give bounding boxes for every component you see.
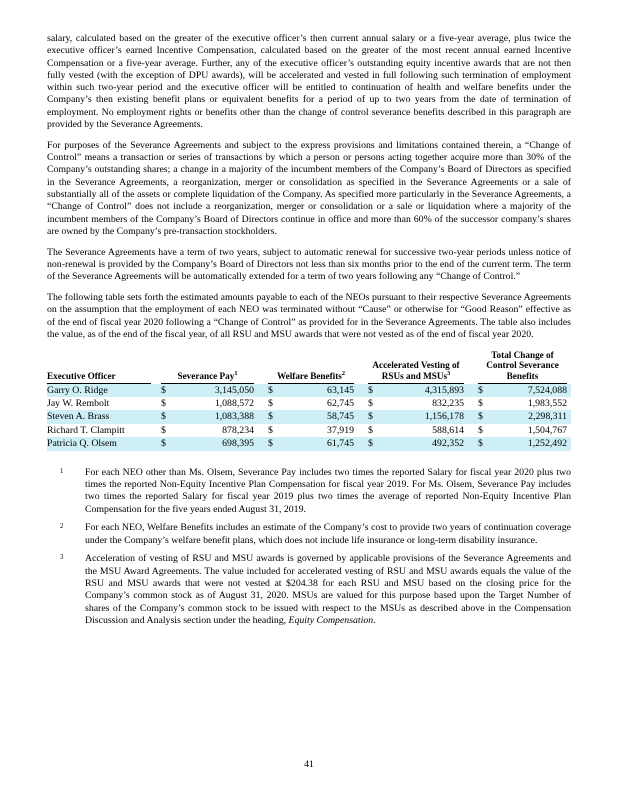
- total-benefits-cell: [468, 384, 571, 397]
- currency-symbol: $: [478, 424, 483, 436]
- currency-symbol: $: [268, 424, 273, 436]
- currency-symbol: $: [478, 384, 483, 396]
- officer-name-cell: Garry O. Ridge: [47, 384, 108, 396]
- amount: 698,395: [222, 438, 254, 450]
- total-benefits-cell: [468, 397, 571, 410]
- footnote-text: Acceleration of vesting of RSU and MSU awards is governed by applicable provisions of the Severance Agreements and the MSU Award Agreements. The value included for accelerated vesting of RSU and MSU awards equals the value of the RSU and MSU awards that were not vested at $204.38 for each RSU and MSU based on the closing price for the Company’s common stock as of August 31, 2020. MSUs are valued for this purpose based upon the Target Number of shares of the Company’s common stock to be issued with respect to the MSUs as described above in the Compensation Discussion and Analysis section under the heading,: [85, 553, 571, 626]
- officer-name-cell: Jay W. Rembolt: [47, 398, 110, 410]
- col-header-label: Severance Pay: [177, 371, 235, 382]
- amount: 58,745: [327, 411, 354, 423]
- amount: 588,614: [432, 424, 464, 436]
- amount: 4,315,893: [424, 384, 464, 396]
- footnotes-section: [47, 467, 571, 628]
- currency-symbol: $: [268, 411, 273, 423]
- footnote-ref: 2: [341, 369, 346, 377]
- currency-symbol: $: [161, 398, 166, 410]
- amount: 492,352: [432, 438, 464, 450]
- footnote-ref: 1: [234, 369, 238, 377]
- amount: 61,745: [327, 438, 354, 450]
- severance-pay-cell: [151, 397, 258, 410]
- amount: 1,088,572: [214, 398, 254, 410]
- table-row: [47, 424, 571, 437]
- accelerated-vesting-cell: [358, 424, 468, 437]
- total-benefits-cell: [468, 424, 571, 437]
- accelerated-vesting-cell: [358, 410, 468, 423]
- col-header-label: Executive Officer: [47, 371, 116, 382]
- amount: 832,235: [432, 398, 464, 410]
- amount: 63,145: [327, 384, 354, 396]
- footnote-suffix: .: [373, 614, 376, 626]
- col-header-label: Total Change of Control Severance Benefits: [486, 349, 559, 382]
- footnote-number: 3: [60, 554, 64, 562]
- footnote-1: [60, 466, 571, 516]
- col-header-accelerated-vesting: [358, 350, 468, 384]
- col-header-label: Welfare Benefits: [276, 371, 342, 382]
- currency-symbol: $: [161, 384, 166, 396]
- table-row: [47, 397, 571, 410]
- officer-name-cell: Richard T. Clampitt: [47, 424, 125, 436]
- amount: 62,745: [327, 398, 354, 410]
- currency-symbol: $: [161, 424, 166, 436]
- footnote-2: [60, 522, 571, 547]
- currency-symbol: $: [268, 438, 273, 450]
- welfare-benefits-cell: [258, 384, 358, 397]
- amount: 1,252,492: [527, 438, 567, 450]
- footnote-ref: 3: [447, 369, 451, 377]
- paragraph-agreement-term: The Severance Agreements have a term of two years, subject to automatic renewal for successive two-year periods unless notice of non-renewal is provided by the Company’s Board of Directors not less than six months prior to the end of the current term. The term of the Severance Agreements will be automatically extended for a term of two years following any “Change of Control.”: [47, 246, 571, 283]
- col-header-total-change-of-control: [468, 350, 571, 384]
- welfare-benefits-cell: [258, 424, 358, 437]
- amount: 37,919: [327, 424, 354, 436]
- amount: 3,145,050: [214, 384, 254, 396]
- officer-name-cell: Steven A. Brass: [47, 411, 110, 423]
- accelerated-vesting-cell: [358, 384, 468, 397]
- col-header-label: Accelerated Vesting of RSUs and MSUs: [372, 360, 460, 382]
- currency-symbol: $: [161, 411, 166, 423]
- currency-symbol: $: [478, 438, 483, 450]
- officer-name-cell: Patricia Q. Olsem: [47, 438, 117, 450]
- welfare-benefits-cell: [258, 397, 358, 410]
- footnote-number: 2: [60, 523, 64, 531]
- col-header-welfare-benefits: [258, 350, 358, 384]
- severance-pay-cell: [151, 410, 258, 423]
- amount: 878,234: [222, 424, 254, 436]
- welfare-benefits-cell: [258, 410, 358, 423]
- footnote-italic-text: Equity Compensation: [288, 614, 374, 626]
- paragraph-severance-salary: salary, calculated based on the greater of the executive officer’s then current annual salary or a five-year average, plus twice the executive officer’s earned Incentive Compensation, calculated based on the greater of the most recent annual earned Incentive Compensation or a five-year average. Further, any of the executive officer’s outstanding equity incentive awards that are not then fully vested (with the exception of DPU awards), will be accelerated and vested in full following such termination of employment within such two-year period and the executive officer will be entitled to continuation of health and welfare benefits under the Company’s then existing benefit plans or equivalent benefits for a period of up to two years from the date of termination of employment. No employment rights or benefits other than the change of control severance benefits described in this paragraph are provided by the Severance Agreements.: [47, 33, 571, 131]
- page-number: 41: [304, 759, 314, 770]
- severance-pay-cell: [151, 424, 258, 437]
- severance-pay-cell: [151, 384, 258, 397]
- table-header-row: [47, 350, 571, 384]
- severance-benefits-table: [47, 350, 571, 451]
- col-header-executive-officer: [47, 350, 151, 384]
- total-benefits-cell: [468, 437, 571, 450]
- amount: 1,156,178: [424, 411, 464, 423]
- amount: 7,524,088: [527, 384, 567, 396]
- accelerated-vesting-cell: [358, 397, 468, 410]
- amount: 1,983,552: [527, 398, 567, 410]
- severance-pay-cell: [151, 437, 258, 450]
- paragraph-table-intro: The following table sets forth the estimated amounts payable to each of the NEOs pursuant to their respective Severance Agreements on the assumption that the employment of each NEO was terminated without “Cause” or otherwise for “Good Reason” effective as of the end of fiscal year 2020 following a “Change of Control” as provided for in the Severance Agreements. The table also includes the value, as of the end of the fiscal year, of all RSU and MSU awards that were not vested as of the end of fiscal year 2020.: [47, 292, 571, 341]
- currency-symbol: $: [368, 398, 373, 410]
- amount: 2,298,311: [528, 411, 567, 423]
- paragraph-change-of-control-definition: For purposes of the Severance Agreements and subject to the express provisions and limitations contained therein, a “Change of Control” means a transaction or series of transactions by which a person or persons acting together acquire more than 30% of the Company’s outstanding shares; a change in a majority of the incumbent members of the Company’s Board of Directors as specified in the Severance Agreements, a reorganization, merger or consolidation as specified in the Severance Agreements or a sale of substantially all of the assets or complete liquidation of the Company. As specified more particularly in the Severance Agreements, a “Change of Control” does not include a reorganization, merger or consolidation or a sale or liquidation where a majority of the incumbent members of the Company’s Board of Directors continue in office and more than 60% of the successor company’s shares are owned by the Company’s pre-transaction stockholders.: [47, 139, 571, 237]
- col-header-severance-pay: [151, 350, 258, 384]
- currency-symbol: $: [368, 384, 373, 396]
- footnote-text: For each NEO, Welfare Benefits includes an estimate of the Company’s cost to provide two years of continuation coverage under the Company’s welfare benefit plans, which does not include life insurance or long-term disability insurance.: [85, 522, 571, 546]
- table-row: [47, 437, 571, 450]
- table-row: [47, 384, 571, 397]
- footnote-text: For each NEO other than Ms. Olsem, Severance Pay includes two times the reported Salary for fiscal year 2020 plus two times the reported Non-Equity Incentive Plan Compensation for fiscal year 2019. For Ms. Olsem, Severance Pay includes two times the reported Salary for fiscal year 2019 plus two times the average of reported Non-Equity Incentive Plan Compensation for the five years ended August 31, 2019.: [85, 466, 571, 515]
- currency-symbol: $: [161, 438, 166, 450]
- currency-symbol: $: [368, 411, 373, 423]
- currency-symbol: $: [368, 438, 373, 450]
- footnote-number: 1: [60, 467, 64, 475]
- table-row: [47, 410, 571, 423]
- accelerated-vesting-cell: [358, 437, 468, 450]
- currency-symbol: $: [478, 411, 483, 423]
- amount: 1,504,767: [527, 424, 567, 436]
- welfare-benefits-cell: [258, 437, 358, 450]
- amount: 1,083,388: [214, 411, 254, 423]
- total-benefits-cell: [468, 410, 571, 423]
- currency-symbol: $: [268, 384, 273, 396]
- footnote-3: [60, 553, 571, 627]
- page-body: [47, 33, 571, 634]
- currency-symbol: $: [368, 424, 373, 436]
- currency-symbol: $: [478, 398, 483, 410]
- currency-symbol: $: [268, 398, 273, 410]
